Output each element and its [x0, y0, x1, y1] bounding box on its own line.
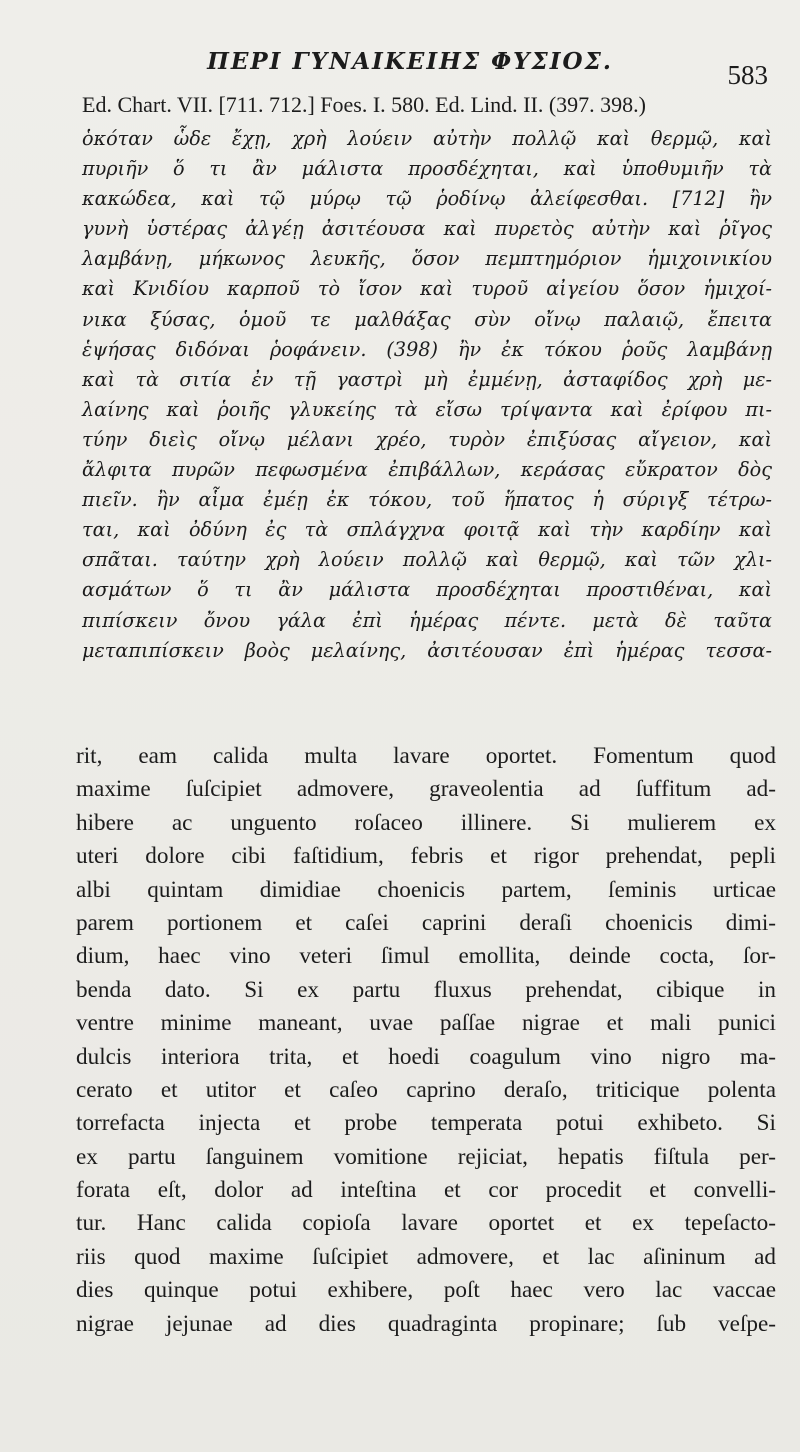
greek-line: νικα ξύσας, ὁμοῦ τε μαλθάξας σὺν οἴνῳ παλαιῷ, ἔπειτα	[82, 307, 772, 331]
greek-line: καὶ Κνιδίου καρποῦ τὸ ἴσον καὶ τυροῦ αἰγείου ὅσον ἡμιχοί-	[82, 277, 772, 301]
greek-line: ἄλφιτα πυρῶν πεφωσμένα ἐπιβάλλων, κεράσας εὔκρατον δὸς	[82, 458, 772, 482]
latin-line: uteri dolore cibi faſtidium, febris et rigor prehendat, pepli	[76, 843, 776, 870]
greek-line: πυριῆν ὅ τι ἂν μάλιστα προσδέχηται, καὶ ὑποθυμιῆν τὰ	[82, 157, 772, 181]
greek-line: ται, καὶ ὀδύνη ἐς τὰ σπλάγχνα φοιτᾷ καὶ τὴν καρδίην καὶ	[82, 518, 772, 542]
greek-line: κακώδεα, καὶ τῷ μύρῳ τῷ ῥοδίνῳ ἀλείφεσθαι. [712] ἢν	[82, 187, 772, 211]
latin-line: tur. Hanc calida copioſa lavare oportet et ex tepeſacto-	[76, 1210, 776, 1237]
latin-line: riis quod maxime ſuſcipiet admovere, et lac aſininum ad	[76, 1243, 776, 1270]
latin-line: nigrae jejunae ad dies quadraginta propinare; ſub veſpe-	[76, 1310, 776, 1337]
greek-line: πιπίσκειν ὄνου γάλα ἐπὶ ἡμέρας πέντε. μετὰ δὲ ταῦτα	[82, 608, 772, 632]
latin-line: forata eſt, dolor ad inteſtina et cor procedit et convelli-	[76, 1177, 776, 1204]
latin-line: albi quintam dimidiae choenicis partem, ſeminis urticae	[76, 876, 776, 903]
latin-line: ex partu ſanguinem vomitione rejiciat, hepatis fiſtula per-	[76, 1143, 776, 1170]
edition-reference-line: Ed. Chart. VII. [711. 712.] Foes. I. 580. Ed. Lind. II. (397. 398.)	[82, 92, 646, 117]
latin-line: dium, haec vino veteri ſimul emollita, deinde cocta, ſor-	[76, 943, 776, 970]
latin-translation-block	[76, 740, 776, 1341]
latin-line: cerato et utitor et caſeo caprino deraſo, triticique polenta	[76, 1076, 776, 1103]
greek-line: μεταπιπίσκειν βοὸς μελαίνης, ἀσιτέουσαν ἐπὶ ἡμέρας τεσσα-	[82, 638, 772, 662]
running-head: ΠΕΡΙ ΓΥΝΑΙΚΕΙΗΣ ΦΥΣΙΟΣ.	[207, 48, 613, 75]
latin-line: dies quinque potui exhibere, poſt haec vero lac vaccae	[76, 1277, 776, 1304]
latin-line: torrefacta injecta et probe temperata potui exhibeto. Si	[76, 1110, 776, 1137]
greek-line: τύην διεὶς οἴνῳ μέλανι χρέο, τυρὸν ἐπιξύσας αἴγειον, καὶ	[82, 427, 772, 451]
latin-line: benda dato. Si ex partu fluxus prehendat, cibique in	[76, 976, 776, 1003]
greek-line: καὶ τὰ σιτία ἐν τῇ γαστρὶ μὴ ἐμμένῃ, ἀσταφίδος χρὴ με-	[82, 367, 772, 391]
latin-line: parem portionem et caſei caprini deraſi choenicis dimi-	[76, 909, 776, 936]
latin-line: rit, eam calida multa lavare oportet. Fomentum quod	[76, 743, 776, 769]
greek-line: ἑψήσας διδόναι ῥοφάνειν. (398) ἢν ἐκ τόκου ῥοῦς λαμβάνῃ	[82, 337, 772, 361]
page-number: 583	[727, 60, 768, 90]
greek-line: σπᾶται. ταύτην χρὴ λούειν πολλῷ καὶ θερμῷ, καὶ τῶν χλι-	[82, 548, 772, 572]
latin-line: dulcis interiora trita, et hoedi coagulum vino nigro ma-	[76, 1043, 776, 1070]
greek-line: λαμβάνῃ, μήκωνος λευκῆς, ὅσον πεμπτημόριον ἡμιχοινικίου	[82, 247, 772, 271]
latin-line: maxime ſuſcipiet admovere, graveolentia ad ſuffitum ad-	[76, 776, 776, 803]
greek-line: ασμάτων ὅ τι ἂν μάλιστα προσδέχηται προστιθέναι, καὶ	[82, 578, 772, 602]
latin-line: ventre minime maneant, uvae paſſae nigrae et mali punici	[76, 1010, 776, 1037]
greek-line: γυνὴ ὑστέρας ἀλγέῃ ἀσιτέουσα καὶ πυρετὸς αὐτὴν καὶ ῥῖγος	[82, 217, 772, 241]
greek-line: λαίνης καὶ ῥοιῆς γλυκείης τὰ εἴσω τρίψαντα καὶ ἐρίφου πι-	[82, 397, 772, 421]
greek-text-block	[82, 124, 772, 666]
latin-line: hibere ac unguento roſaceo illinere. Si mulierem ex	[76, 809, 776, 836]
greek-line: πιεῖν. ἢν αἷμα ἐμέῃ ἐκ τόκου, τοῦ ἥπατος ἡ σύριγξ τέτρω-	[82, 488, 772, 512]
greek-line: ὁκόταν ὧδε ἔχῃ, χρὴ λούειν αὐτὴν πολλῷ καὶ θερμῷ, καὶ	[82, 127, 772, 150]
